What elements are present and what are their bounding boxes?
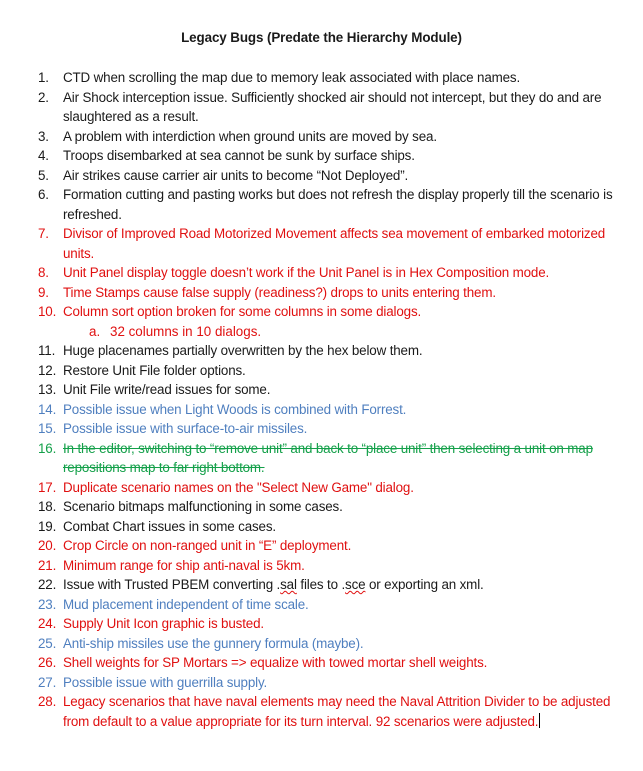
item-text: Possible issue with guerrilla supply. [63, 674, 268, 690]
list-item [0, 302, 643, 322]
item-text: Huge placenames partially overwritten by the hex below them. [63, 343, 423, 358]
list-item [0, 88, 643, 127]
spelling-flag-sal: sal [280, 577, 297, 592]
item-number: 25. [38, 635, 57, 651]
item-number: 23. [38, 596, 57, 612]
item-text: Unit Panel display toggle doesn’t work if the Unit Panel is in Hex Composition mode. [63, 265, 550, 280]
item-text: Time Stamps cause false supply (readiness?) drops to units entering them. [63, 284, 496, 300]
spelling-flag-sce: sce [345, 577, 366, 592]
item-number: 24. [38, 616, 57, 631]
item-number: 12. [38, 362, 57, 378]
list-item [0, 692, 643, 731]
list-item [0, 263, 643, 283]
list-item [0, 478, 643, 498]
item-number: 2. [38, 89, 49, 105]
list-item [0, 380, 643, 400]
item-number: 10. [38, 304, 57, 319]
item-text: Crop Circle on non-ranged unit in “E” deployment. [63, 538, 352, 553]
text-cursor [539, 713, 540, 728]
list-item [0, 400, 643, 420]
item-text-pre: Issue with Trusted PBEM converting . [63, 577, 281, 592]
item-text: Minimum range for ship anti-naval is 5km. [63, 557, 305, 573]
list-item [0, 361, 643, 381]
list-item [0, 341, 643, 361]
item-text-mid: files to . [296, 577, 346, 592]
sub-item-text: 32 columns in 10 dialogs. [110, 323, 262, 339]
item-number: 6. [38, 187, 49, 202]
list-item [0, 497, 643, 517]
item-number: 20. [38, 538, 57, 553]
item-number: 4. [38, 148, 49, 163]
item-text: Duplicate scenario names on the "Select New Game" dialog. [63, 479, 414, 495]
list-item [0, 517, 643, 537]
list-item [0, 634, 643, 654]
list-item [0, 595, 643, 615]
item-number: 21. [38, 557, 57, 573]
item-text: Scenario bitmaps malfunctioning in some cases. [63, 499, 343, 514]
item-number: 15. [38, 421, 57, 436]
item-number: 22. [38, 577, 57, 592]
item-number: 9. [38, 284, 49, 300]
list-item [0, 575, 643, 595]
item-text: Anti-ship missiles use the gunnery formula (maybe). [63, 635, 364, 651]
item-number: 17. [38, 479, 57, 495]
item-number: 13. [38, 382, 57, 397]
item-text: Air Shock interception issue. Sufficiently shocked air should not intercept, but they do and are slaughtered as a result. [63, 89, 602, 124]
list-item [0, 127, 643, 147]
item-text: Air strikes cause carrier air units to become “Not Deployed”. [63, 167, 409, 183]
list-item [0, 673, 643, 693]
item-text: Restore Unit File folder options. [63, 362, 246, 378]
item-number: 16. [38, 440, 57, 456]
sub-item-number: a. [89, 323, 101, 339]
list-item [0, 146, 643, 166]
item-text: Divisor of Improved Road Motorized Movement affects sea movement of embarked motorized units. [63, 226, 606, 261]
item-text: Shell weights for SP Mortars => equalize with towed mortar shell weights. [63, 655, 488, 670]
list-item [0, 185, 643, 224]
item-number: 8. [38, 265, 49, 280]
item-text: Troops disembarked at sea cannot be sunk by surface ships. [63, 148, 415, 163]
item-text: Column sort option broken for some columns in some dialogs. [63, 304, 422, 319]
item-text: Mud placement independent of time scale. [63, 596, 309, 612]
item-number: 3. [38, 128, 49, 144]
item-text: Legacy scenarios that have naval elements may need the Naval Attrition Divider to be adjusted from default to a value appropriate for its turn interval. 92 scenarios were adjusted. [63, 694, 611, 729]
item-text: CTD when scrolling the map due to memory leak associated with place names. [63, 70, 521, 85]
item-text: Unit File write/read issues for some. [63, 382, 271, 397]
list-item [0, 283, 643, 303]
item-text: Formation cutting and pasting works but does not refresh the display properly till the scenario is refreshed. [63, 187, 613, 222]
sub-list-item [0, 322, 643, 342]
item-number: 18. [38, 499, 57, 514]
item-number: 1. [38, 70, 49, 85]
list-item [0, 166, 643, 186]
item-number: 26. [38, 655, 57, 670]
item-number: 14. [38, 401, 57, 417]
item-number: 28. [38, 694, 57, 709]
document-title: Legacy Bugs (Predate the Hierarchy Module) [181, 30, 462, 45]
item-number: 7. [38, 226, 49, 241]
list-item [0, 536, 643, 556]
item-text: Possible issue when Light Woods is combined with Forrest. [63, 401, 407, 417]
item-number: 11. [38, 343, 56, 358]
item-text: In the editor, switching to “remove unit” and back to “place unit” then selecting a unit on map repositions map to far right bottom. [63, 440, 593, 475]
list-item [0, 68, 643, 88]
item-text: Combat Chart issues in some cases. [63, 518, 276, 534]
item-number: 19. [38, 518, 57, 534]
item-number: 5. [38, 167, 49, 183]
item-text-post: or exporting an xml. [365, 577, 484, 592]
item-text: Possible issue with surface-to-air missiles. [63, 421, 308, 436]
item-text: Supply Unit Icon graphic is busted. [63, 616, 264, 631]
item-text: A problem with interdiction when ground units are moved by sea. [63, 128, 437, 144]
list-item [0, 419, 643, 439]
list-item [0, 614, 643, 634]
list-item [0, 653, 643, 673]
list-item [0, 556, 643, 576]
list-item-struck [0, 439, 643, 478]
list-item [0, 224, 643, 263]
item-number: 27. [38, 674, 57, 690]
bug-list [0, 68, 643, 731]
